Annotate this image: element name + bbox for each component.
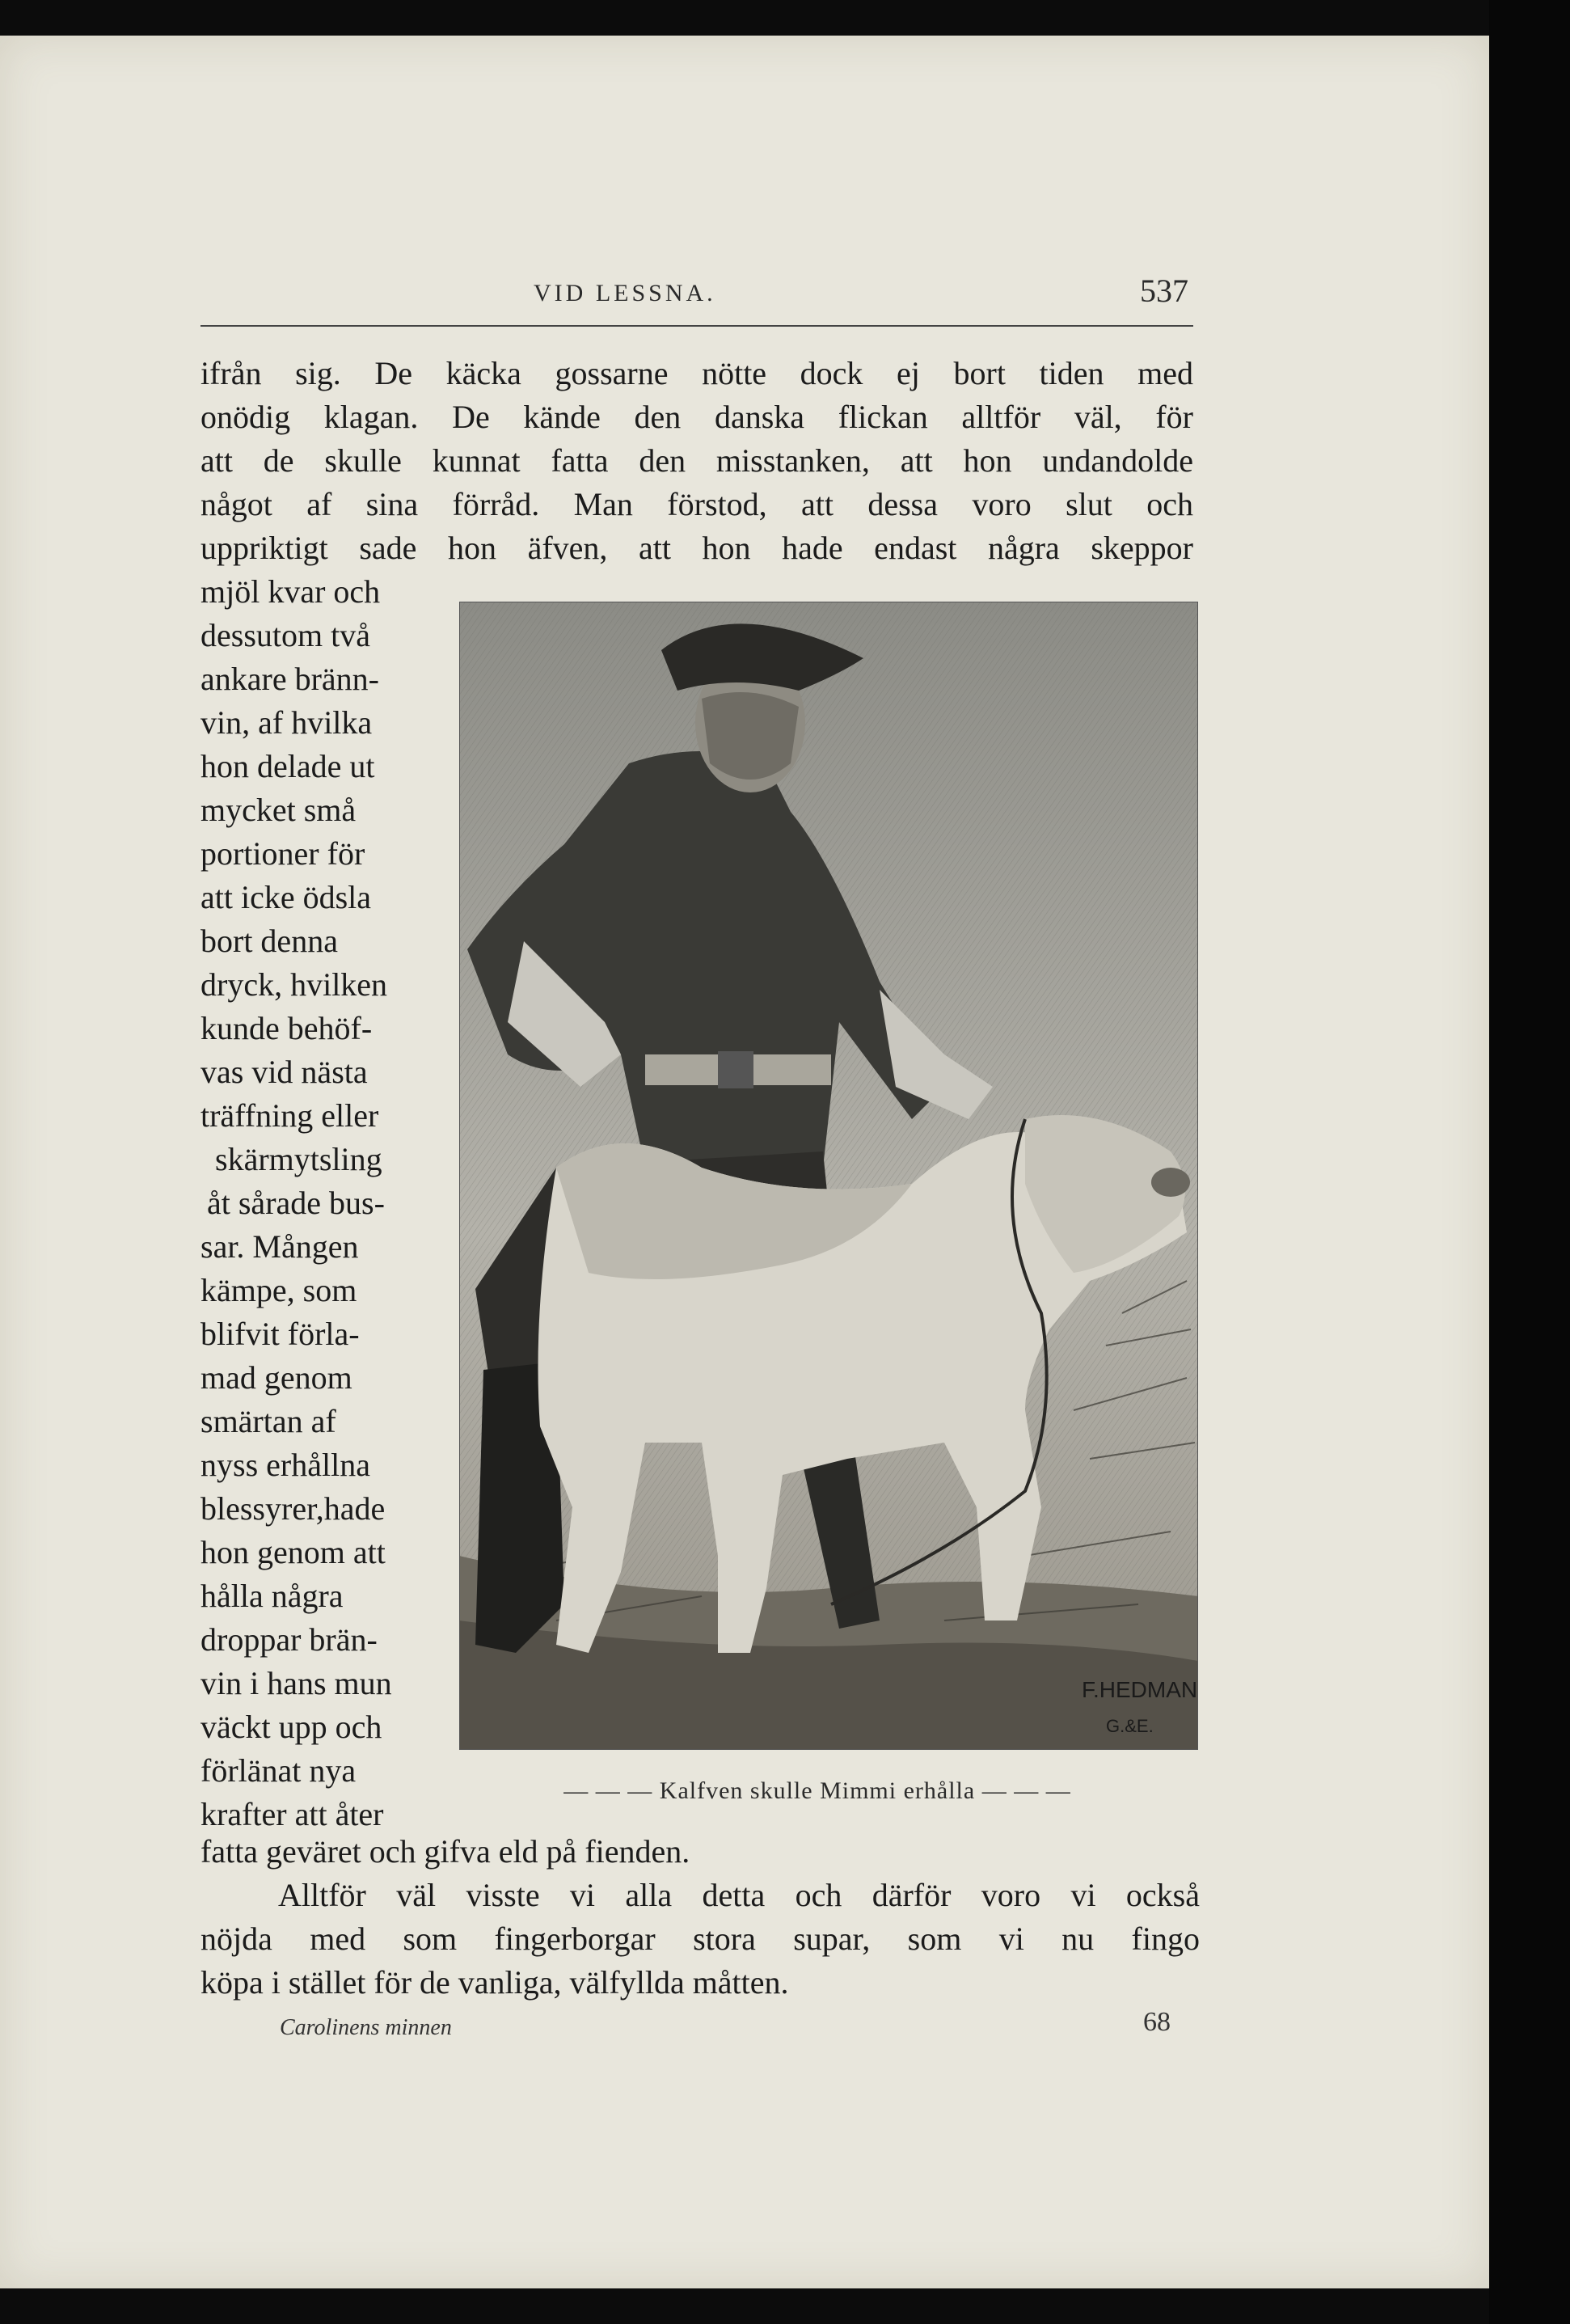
text-line: hon genom att (200, 1534, 386, 1570)
text-line: nyss erhållna (200, 1447, 370, 1483)
illustration-soldier-with-calf (459, 602, 1198, 1750)
text-line: träffning eller (200, 1097, 379, 1134)
text-line: portioner för (200, 835, 365, 872)
text-line: fatta geväret och gifva eld på fienden. (200, 1833, 690, 1870)
footer-book-title: Carolinens minnen (280, 2015, 452, 2040)
text-line: onödig klagan. De kände den danska flickan alltför väl, för (200, 399, 1193, 435)
text-line: blessyrer,hade (200, 1490, 386, 1527)
text-line: vas vid nästa (200, 1054, 368, 1090)
header-rule (200, 325, 1193, 327)
text-line: mjöl kvar och (200, 573, 381, 610)
text-line: förlänat nya (200, 1752, 357, 1789)
text-line: krafter att åter (200, 1796, 384, 1832)
text-line: droppar brän- (200, 1621, 378, 1658)
text-line: ankare bränn- (200, 661, 379, 697)
text-line: åt sårade bus- (207, 1185, 385, 1221)
text-line: vin, af hvilka (200, 704, 373, 741)
text-line: något af sina förråd. Man förstod, att dessa voro slut och (200, 486, 1193, 522)
page-number: 537 (1140, 273, 1188, 309)
text-line: kämpe, som (200, 1272, 357, 1308)
text-line: väckt upp och (200, 1709, 382, 1745)
illustration-signature: F.HEDMAN (1082, 1677, 1198, 1702)
text-line: blifvit förla- (200, 1316, 360, 1352)
text-line: hon delade ut (200, 748, 375, 784)
illustration-caption: — — — Kalfven skulle Mimmi erhålla — — — (563, 1777, 1071, 1804)
engraver-mark: G.&E. (1106, 1716, 1154, 1736)
text-line: hålla några (200, 1578, 344, 1614)
scan-border (1489, 0, 1570, 2324)
text-line: vin i hans mun (200, 1665, 392, 1701)
text-line: skärmytsling (215, 1141, 382, 1177)
text-line: köpa i stället för de vanliga, välfyllda måtten. (200, 1964, 789, 2001)
text-line: kunde behöf- (200, 1010, 373, 1046)
running-header-title: VID LESSNA. (534, 280, 716, 306)
text-line: mad genom (200, 1359, 352, 1396)
text-line: nöjda med som fingerborgar stora supar, som vi nu fingo (200, 1920, 1200, 1957)
text-line: Alltför väl visste vi alla detta och därför voro vi också (278, 1877, 1200, 1913)
text-line: att icke ödsla (200, 879, 372, 915)
text-line: uppriktigt sade hon äfven, att hon hade endast några skeppor (200, 530, 1193, 566)
book-page (0, 36, 1489, 2288)
text-line: mycket små (200, 792, 357, 828)
text-line: att de skulle kunnat fatta den misstanken, att hon undandolde (200, 442, 1193, 479)
text-line: bort denna (200, 923, 338, 959)
footer-signature-number: 68 (1143, 2007, 1171, 2037)
text-line: dryck, hvilken (200, 966, 388, 1003)
text-line: smärtan af (200, 1403, 336, 1439)
text-line: dessutom två (200, 617, 370, 653)
text-line: ifrån sig. De käcka gossarne nötte dock ej bort tiden med (200, 355, 1193, 391)
text-line: sar. Mången (200, 1228, 359, 1265)
